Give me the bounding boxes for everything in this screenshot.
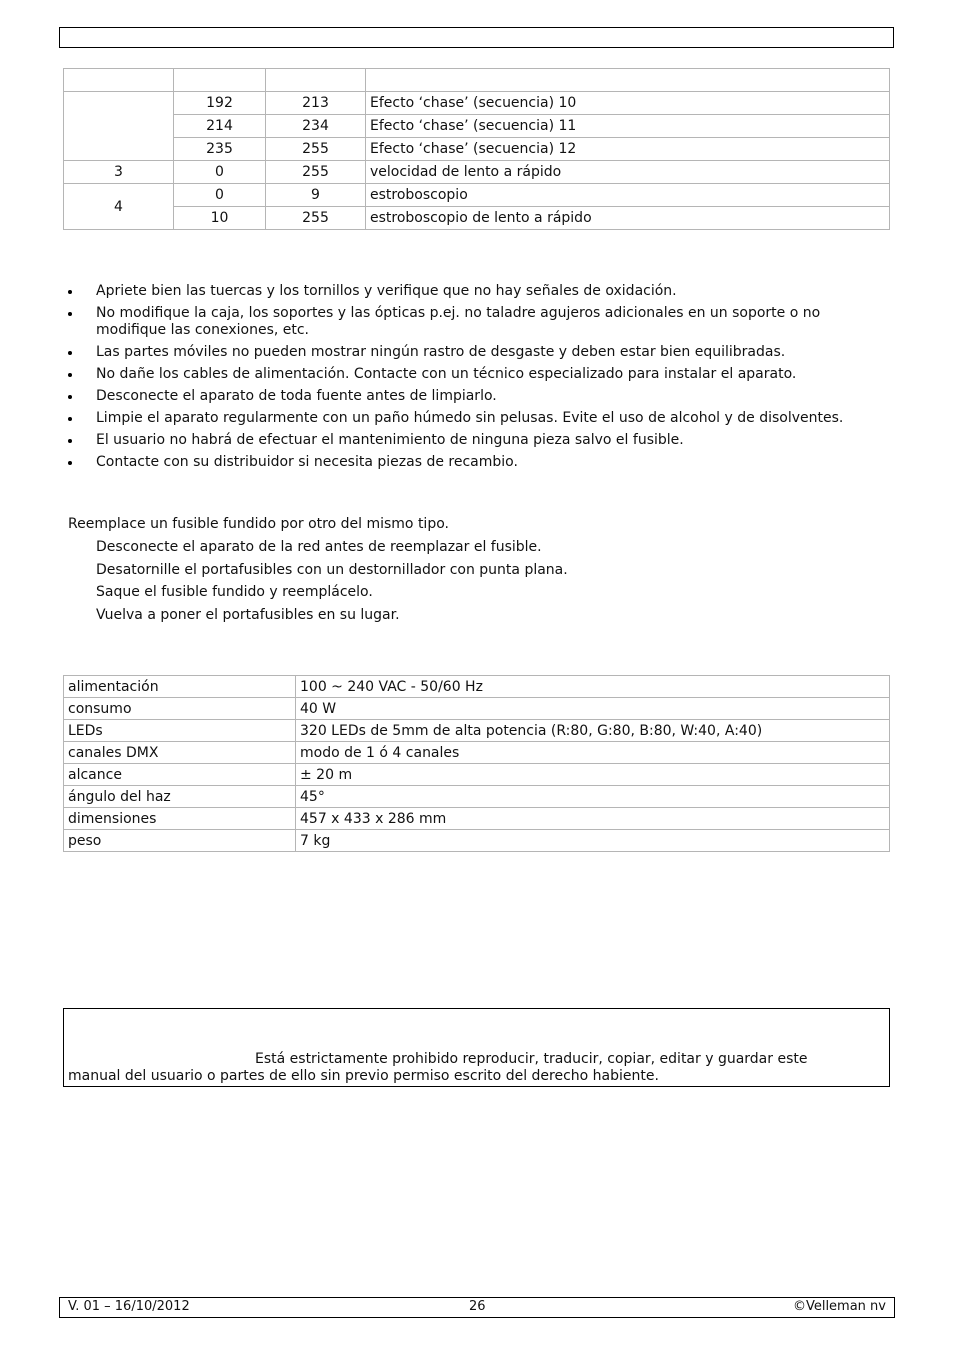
spec-value: 320 LEDs de 5mm de alta potencia (R:80, G:80, B:80, W:40, A:40) bbox=[296, 720, 890, 742]
channel-cell bbox=[64, 69, 174, 92]
table-row bbox=[64, 830, 890, 852]
list-item: Desconecte el aparato de toda fuente antes de limpiarlo. bbox=[67, 388, 887, 405]
to-cell bbox=[266, 69, 366, 92]
table-row bbox=[64, 808, 890, 830]
list-item: Contacte con su distribuidor si necesita piezas de recambio. bbox=[67, 454, 887, 471]
spec-value: 7 kg bbox=[296, 830, 890, 852]
to-cell: 213 bbox=[266, 92, 366, 115]
spec-value: 100 ~ 240 VAC - 50/60 Hz bbox=[296, 676, 890, 698]
fuse-steps bbox=[96, 539, 568, 629]
spec-label: LEDs bbox=[64, 720, 296, 742]
table-row bbox=[64, 138, 890, 161]
function-cell: velocidad de lento a rápido bbox=[366, 161, 890, 184]
spec-label: dimensiones bbox=[64, 808, 296, 830]
spec-value: 40 W bbox=[296, 698, 890, 720]
to-cell: 255 bbox=[266, 138, 366, 161]
list-item: Apriete bien las tuercas y los tornillos y verifique que no hay señales de oxidación. bbox=[67, 283, 887, 300]
step-item: Saque el fusible fundido y reemplácelo. bbox=[96, 584, 373, 600]
list-item: No dañe los cables de alimentación. Contacte con un técnico especializado para instalar el aparato. bbox=[67, 366, 887, 383]
spec-value: 45° bbox=[296, 786, 890, 808]
spec-label: peso bbox=[64, 830, 296, 852]
table-row bbox=[64, 698, 890, 720]
channel-cell bbox=[64, 92, 174, 161]
function-cell bbox=[366, 69, 890, 92]
step-item: Vuelva a poner el portafusibles en su lugar. bbox=[96, 606, 400, 623]
channel-cell: 4 bbox=[64, 184, 174, 230]
spec-value: 457 x 433 x 286 mm bbox=[296, 808, 890, 830]
specs-table bbox=[63, 675, 890, 852]
list-item: El usuario no habrá de efectuar el mantenimiento de ninguna pieza salvo el fusible. bbox=[67, 432, 887, 449]
table-row bbox=[64, 184, 890, 207]
fuse-intro: Reemplace un fusible fundido por otro del mismo tipo. bbox=[68, 516, 449, 532]
table-row bbox=[64, 92, 890, 115]
list-item: No modifique la caja, los soportes y las ópticas p.ej. no taladre agujeros adicionales en un soporte o no modifique las conexiones, etc. bbox=[67, 305, 887, 339]
table-row bbox=[64, 161, 890, 184]
from-cell: 192 bbox=[174, 92, 266, 115]
spec-label: canales DMX bbox=[64, 742, 296, 764]
from-cell: 214 bbox=[174, 115, 266, 138]
to-cell: 255 bbox=[266, 161, 366, 184]
list-item: Limpie el aparato regularmente con un paño húmedo sin pelusas. Evite el uso de alcohol y de disolventes. bbox=[67, 410, 887, 427]
function-cell: Efecto ‘chase’ (secuencia) 11 bbox=[366, 115, 890, 138]
function-cell: Efecto ‘chase’ (secuencia) 10 bbox=[366, 92, 890, 115]
maintenance-list bbox=[67, 283, 887, 476]
table-row bbox=[64, 69, 890, 92]
page-footer bbox=[59, 1297, 895, 1318]
spec-label: ángulo del haz bbox=[64, 786, 296, 808]
page-number: 26 bbox=[469, 1299, 486, 1314]
spec-value: ± 20 m bbox=[296, 764, 890, 786]
page-header-box bbox=[59, 27, 894, 48]
from-cell: 235 bbox=[174, 138, 266, 161]
to-cell: 234 bbox=[266, 115, 366, 138]
table-row bbox=[64, 115, 890, 138]
dmx-channel-table bbox=[63, 68, 890, 230]
from-cell: 10 bbox=[174, 207, 266, 230]
function-cell: Efecto ‘chase’ (secuencia) 12 bbox=[366, 138, 890, 161]
to-cell: 255 bbox=[266, 207, 366, 230]
table-row bbox=[64, 786, 890, 808]
table-row bbox=[64, 720, 890, 742]
footer-company: ©Velleman nv bbox=[792, 1299, 886, 1314]
table-row bbox=[64, 742, 890, 764]
spec-value: modo de 1 ó 4 canales bbox=[296, 742, 890, 764]
from-cell: 0 bbox=[174, 184, 266, 207]
step-item: Desatornille el portafusibles con un destornillador con punta plana. bbox=[96, 561, 568, 578]
to-cell: 9 bbox=[266, 184, 366, 207]
step-item: Desconecte el aparato de la red antes de reemplazar el fusible. bbox=[96, 539, 542, 555]
copyright-text: Está estrictamente prohibido reproducir, traducir, copiar, editar y guardar este manual del usuario o partes de ello sin previo permiso escrito del derecho habiente. bbox=[68, 1051, 808, 1084]
spec-label: alimentación bbox=[64, 676, 296, 698]
function-cell: estroboscopio bbox=[366, 184, 890, 207]
table-row bbox=[64, 764, 890, 786]
table-row bbox=[64, 207, 890, 230]
footer-version: V. 01 – 16/10/2012 bbox=[68, 1299, 190, 1314]
spec-label: alcance bbox=[64, 764, 296, 786]
function-cell: estroboscopio de lento a rápido bbox=[366, 207, 890, 230]
from-cell bbox=[174, 69, 266, 92]
list-item: Las partes móviles no pueden mostrar ningún rastro de desgaste y deben estar bien equilibradas. bbox=[67, 344, 887, 361]
spec-label: consumo bbox=[64, 698, 296, 720]
table-row bbox=[64, 676, 890, 698]
from-cell: 0 bbox=[174, 161, 266, 184]
channel-cell: 3 bbox=[64, 161, 174, 184]
